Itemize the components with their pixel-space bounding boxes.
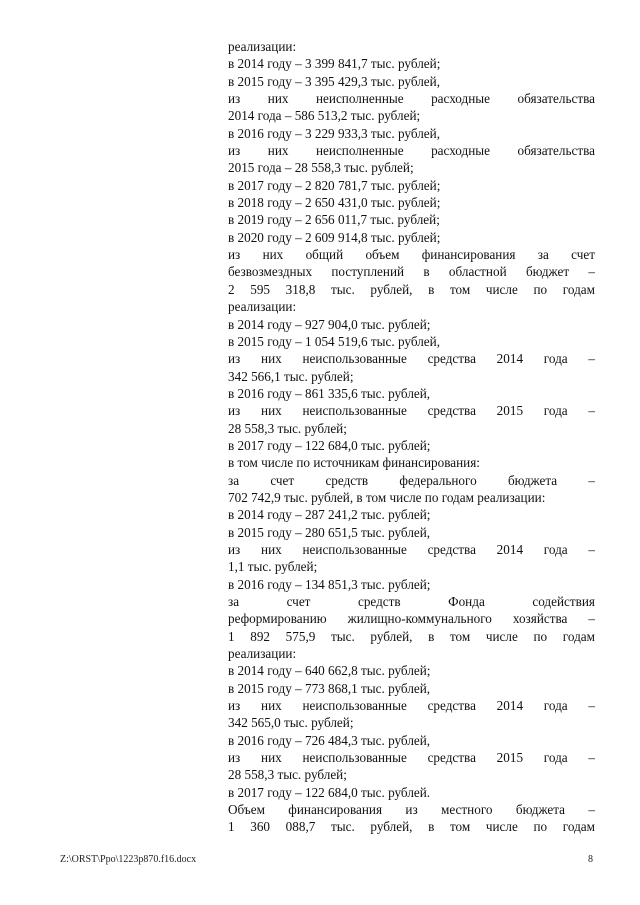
text-line: в 2018 году – 2 650 431,0 тыс. рублей; <box>228 195 441 211</box>
text-line: 28 558,3 тыс. рублей; <box>228 767 347 783</box>
text-line: в 2014 году – 3 399 841,7 тыс. рублей; <box>228 56 441 72</box>
footer-file-path: Z:\ORST\Ppo\1223p870.f16.docx <box>60 854 197 865</box>
text-line: в 2016 году – 134 851,3 тыс. рублей; <box>228 576 431 592</box>
text-line: в 2017 году – 122 684,0 тыс. рублей. <box>228 784 431 800</box>
text-line: из них неиспользованные средства 2015 года – <box>228 403 595 419</box>
text-line: из них общий объем финансирования за счет <box>228 247 595 263</box>
text-line: 342 566,1 тыс. рублей; <box>228 368 354 384</box>
text-line: Объем финансирования из местного бюджета – <box>228 802 595 818</box>
document-body <box>228 38 595 836</box>
text-line: за счет средств Фонда содействия <box>228 594 595 609</box>
text-line: в 2015 году – 280 651,5 тыс. рублей, <box>228 524 431 540</box>
text-line: из них неиспользованные средства 2015 года – <box>228 750 595 766</box>
text-line: из них неиспользованные средства 2014 года – <box>228 351 595 367</box>
text-line: безвозмездных поступлений в областной бюджет – <box>228 264 595 280</box>
text-line: 1,1 тыс. рублей; <box>228 559 318 575</box>
text-line: в 2020 году – 2 609 914,8 тыс. рублей; <box>228 229 441 245</box>
text-line: 342 565,0 тыс. рублей; <box>228 715 354 731</box>
text-line: 2014 года – 586 513,2 тыс. рублей; <box>228 108 421 124</box>
text-line: из них неиспользованные средства 2014 года – <box>228 698 595 714</box>
text-line: в 2017 году – 2 820 781,7 тыс. рублей; <box>228 177 441 193</box>
text-line: 1 892 575,9 тыс. рублей, в том числе по годам <box>228 628 595 644</box>
text-line: 1 360 088,7 тыс. рублей, в том числе по годам <box>228 819 595 835</box>
text-line: в 2014 году – 287 241,2 тыс. рублей; <box>228 507 431 523</box>
text-line: в 2015 году – 1 054 519,6 тыс. рублей, <box>228 333 440 349</box>
text-line: в 2016 году – 726 484,3 тыс. рублей, <box>228 732 431 748</box>
text-line: 28 558,3 тыс. рублей; <box>228 420 347 436</box>
text-line: из них неисполненные расходные обязательства <box>228 143 595 159</box>
text-line: из них неисполненные расходные обязательства <box>228 91 595 107</box>
text-line: 2 595 318,8 тыс. рублей, в том числе по годам <box>228 281 595 297</box>
text-line: реализации: <box>228 299 297 315</box>
text-line: в том числе по источникам финансирования: <box>228 455 480 471</box>
text-line: в 2014 году – 927 904,0 тыс. рублей; <box>228 316 431 332</box>
text-line: в 2019 году – 2 656 011,7 тыс. рублей; <box>228 212 440 228</box>
text-line: в 2015 году – 773 868,1 тыс. рублей, <box>228 680 431 696</box>
text-line: в 2017 году – 122 684,0 тыс. рублей; <box>228 437 431 453</box>
text-line: из них неиспользованные средства 2014 года – <box>228 541 595 557</box>
text-line: 2015 года – 28 558,3 тыс. рублей; <box>228 160 414 176</box>
page-number: 8 <box>588 854 593 865</box>
text-line: за счет средств федерального бюджета – <box>228 472 595 488</box>
text-line: 702 742,9 тыс. рублей, в том числе по годам реализации: <box>228 489 546 505</box>
text-line: в 2015 году – 3 395 429,3 тыс. рублей, <box>228 73 440 89</box>
text-line: реализации: <box>228 646 297 662</box>
text-line: в 2014 году – 640 662,8 тыс. рублей; <box>228 663 431 679</box>
text-line: реформированию жилищно-коммунального хозяйства – <box>228 611 595 627</box>
text-line: в 2016 году – 861 335,6 тыс. рублей, <box>228 385 431 401</box>
text-line: в 2016 году – 3 229 933,3 тыс. рублей, <box>228 125 440 141</box>
text-line: реализации: <box>228 39 297 54</box>
